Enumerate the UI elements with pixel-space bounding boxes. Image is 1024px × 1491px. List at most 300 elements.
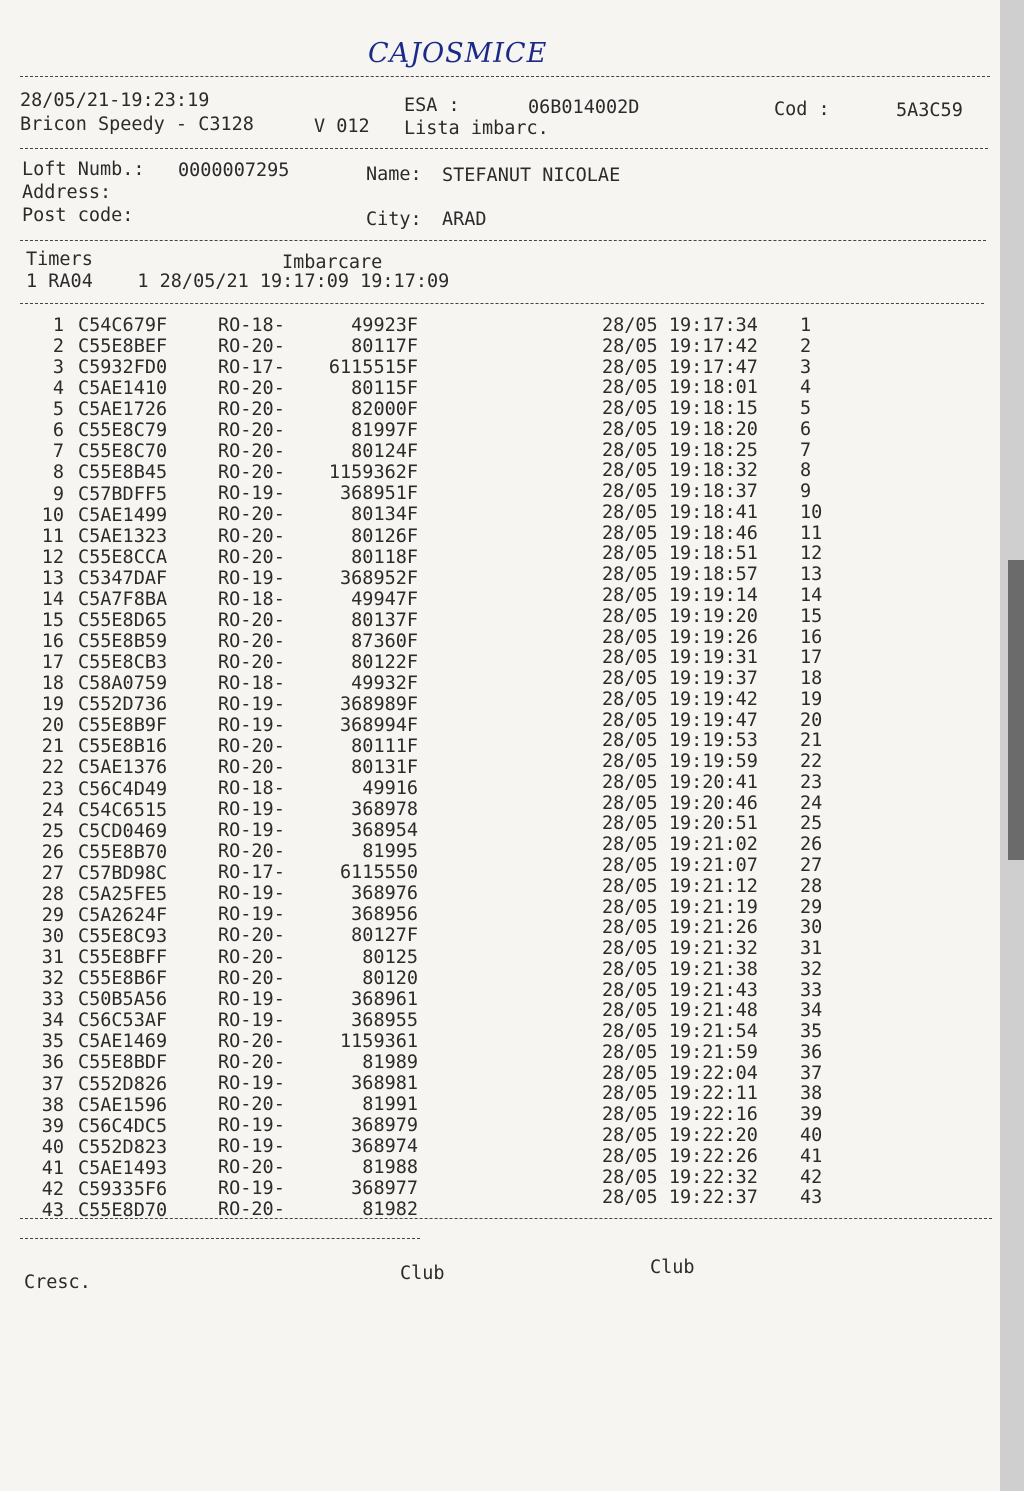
position: 21	[800, 730, 823, 752]
arrival-time: 28/05 19:18:37	[602, 481, 758, 503]
row-index: 38	[41, 1094, 64, 1116]
ring-number: 82000F	[351, 399, 418, 421]
row-index: 26	[41, 841, 64, 863]
club-label: Club	[400, 1263, 445, 1284]
list-item	[0, 317, 1000, 337]
list-item	[0, 792, 1000, 821]
position: 38	[800, 1083, 823, 1105]
position: 24	[800, 792, 823, 814]
country-code: RO-20-	[218, 841, 285, 863]
ring-id: C57BD98C	[78, 862, 168, 884]
arrival-time: 28/05 19:21:26	[602, 917, 758, 939]
arrival-time: 28/05 19:18:41	[602, 501, 758, 523]
list-item	[0, 771, 1000, 800]
ring-number: 368956	[351, 904, 418, 926]
position: 22	[800, 751, 823, 773]
race-name: Bricon Speedy - C3128	[20, 114, 254, 135]
list-item	[0, 875, 1000, 905]
arrival-time: 28/05 19:21:19	[602, 896, 758, 918]
list-item	[0, 439, 1000, 463]
arrival-time: 28/05 19:19:31	[602, 647, 758, 669]
position: 27	[800, 855, 823, 877]
row-index: 11	[41, 525, 64, 547]
list-item	[0, 418, 1000, 442]
ring-number: 368979	[351, 1114, 418, 1136]
ring-id: C5AE1726	[78, 399, 168, 421]
ring-number: 368974	[351, 1135, 418, 1157]
ring-id: C55E8CCA	[78, 546, 168, 568]
country-code: RO-20-	[218, 1157, 285, 1178]
row-index: 25	[41, 820, 64, 842]
country-code: RO-18-	[218, 315, 285, 336]
list-item	[0, 751, 1000, 779]
ring-id: C55E8B45	[78, 462, 168, 484]
country-code: RO-18-	[218, 588, 285, 610]
position: 9	[800, 481, 812, 503]
list-item	[0, 543, 1000, 568]
arrival-time: 28/05 19:22:16	[602, 1104, 758, 1126]
country-code: RO-20-	[218, 462, 285, 484]
ring-number: 368954	[351, 820, 418, 842]
ring-id: C5AE1493	[78, 1157, 168, 1179]
arrival-time: 28/05 19:18:20	[602, 418, 758, 440]
list-item	[0, 917, 1000, 948]
list-item	[0, 834, 1000, 863]
ring-id: C552D736	[78, 694, 168, 716]
country-code: RO-19-	[218, 483, 285, 505]
ring-id: C5A7F8BA	[78, 588, 168, 610]
country-code: RO-20-	[218, 1199, 285, 1221]
arrival-time: 28/05 19:20:41	[602, 771, 758, 793]
list-item	[0, 398, 1000, 421]
row-index: 37	[41, 1073, 64, 1095]
arrival-time: 28/05 19:21:02	[602, 834, 758, 856]
arrival-time: 28/05 19:22:04	[602, 1062, 758, 1084]
position: 12	[800, 543, 823, 565]
position: 14	[800, 585, 823, 607]
arrival-time: 28/05 19:18:01	[602, 377, 758, 399]
ring-id: C552D823	[78, 1136, 168, 1158]
ring-number: 80126F	[351, 525, 418, 547]
row-index: 32	[41, 968, 64, 990]
ring-number: 80137F	[351, 609, 418, 631]
ring-id: C55E8BDF	[78, 1052, 168, 1074]
ring-number: 80115F	[351, 378, 418, 400]
ring-id: C5932FD0	[78, 357, 168, 379]
ring-id: C55E8B59	[78, 631, 168, 653]
position: 26	[800, 834, 823, 856]
ring-id: C54C6515	[78, 799, 168, 821]
arrival-time: 28/05 19:19:47	[602, 709, 758, 731]
ring-id: C55E8CB3	[78, 652, 168, 674]
position: 2	[800, 335, 812, 357]
row-index: 33	[41, 989, 64, 1011]
page-edge-shadow	[1008, 560, 1024, 860]
ring-id: C5CD0469	[78, 820, 168, 842]
country-code: RO-19-	[218, 714, 285, 736]
name-value: STEFANUT NICOLAE	[442, 165, 621, 186]
list-item	[0, 855, 1000, 884]
ring-number: 368994F	[340, 714, 418, 736]
cresc-label: Cresc.	[24, 1272, 91, 1293]
ring-number: 81991	[362, 1093, 418, 1115]
position: 37	[800, 1062, 823, 1084]
ring-id: C55E8B6F	[78, 968, 168, 990]
ring-number: 49932F	[351, 672, 418, 694]
ring-number: 49923F	[351, 315, 418, 336]
list-item	[0, 585, 1000, 610]
ring-number: 368981	[351, 1072, 418, 1094]
ring-id: C5AE1323	[78, 525, 168, 547]
country-code: RO-20-	[218, 1030, 285, 1052]
list-item	[0, 335, 1000, 358]
row-index: 20	[41, 715, 64, 737]
row-index: 24	[41, 799, 64, 821]
row-index: 36	[41, 1052, 64, 1074]
ring-id: C5A25FE5	[78, 883, 168, 905]
list-title: Lista imbarc.	[404, 118, 549, 139]
cod-label: Cod :	[774, 99, 830, 120]
list-item	[0, 896, 1000, 926]
list-item	[0, 501, 1000, 526]
ring-number: 368961	[351, 988, 418, 1010]
ring-id: C54C679F	[78, 315, 168, 336]
arrival-time: 28/05 19:22:32	[602, 1166, 758, 1188]
arrival-time: 28/05 19:21:59	[602, 1041, 758, 1063]
position: 34	[800, 1000, 823, 1022]
country-code: RO-19-	[218, 1178, 285, 1200]
ring-number: 368976	[351, 883, 418, 905]
divider	[20, 1218, 992, 1219]
country-code: RO-20-	[218, 336, 285, 358]
ring-number: 6115515F	[328, 357, 418, 379]
arrival-time: 28/05 19:20:51	[602, 813, 758, 835]
position: 41	[800, 1145, 823, 1167]
country-code: RO-20-	[218, 441, 285, 463]
ring-id: C55E8D65	[78, 609, 168, 631]
position: 4	[800, 377, 812, 399]
ring-number: 6115550	[340, 862, 418, 884]
ring-id: C56C4D49	[78, 778, 168, 800]
arrival-time: 28/05 19:18:15	[602, 398, 758, 420]
arrival-time: 28/05 19:22:37	[602, 1187, 758, 1209]
country-code: RO-19-	[218, 1072, 285, 1094]
ring-id: C56C53AF	[78, 1010, 168, 1032]
row-index: 14	[41, 588, 64, 610]
country-code: RO-17-	[218, 357, 285, 379]
ring-id: C55E8B70	[78, 841, 168, 863]
position: 7	[800, 439, 812, 461]
ring-number: 80131F	[351, 757, 418, 779]
position: 43	[800, 1187, 823, 1209]
ring-number: 49947F	[351, 588, 418, 610]
ring-number: 80125	[362, 946, 418, 968]
arrival-time: 28/05 19:21:54	[602, 1021, 758, 1043]
arrival-time: 28/05 19:17:47	[602, 356, 758, 378]
country-code: RO-20-	[218, 546, 285, 568]
ring-id: C57BDFF5	[78, 483, 168, 505]
arrival-time: 28/05 19:21:32	[602, 938, 758, 960]
ring-id: C5AE1499	[78, 504, 168, 526]
ring-number: 87360F	[351, 630, 418, 652]
arrival-time: 28/05 19:22:26	[602, 1145, 758, 1167]
country-code: RO-18-	[218, 672, 285, 694]
ring-id: C55E8C79	[78, 420, 168, 442]
position: 6	[800, 418, 812, 440]
position: 20	[800, 709, 823, 731]
arrival-time: 28/05 19:22:11	[602, 1083, 758, 1105]
name-label: Name:	[366, 164, 422, 185]
row-index: 27	[41, 862, 64, 884]
row-index: 13	[41, 567, 64, 589]
esa-value: 06B014002D	[528, 97, 640, 118]
country-code: RO-20-	[218, 967, 285, 989]
country-code: RO-19-	[218, 904, 285, 926]
timers-label: Timers	[26, 249, 93, 270]
country-code: RO-19-	[218, 1009, 285, 1031]
timer-row: 1 RA04 1 28/05/21 19:17:09 19:17:09	[26, 271, 450, 292]
country-code: RO-19-	[218, 883, 285, 905]
arrival-time: 28/05 19:18:57	[602, 564, 758, 586]
country-code: RO-19-	[218, 567, 285, 589]
handwritten-note: CAJOSMICE	[368, 38, 548, 69]
arrival-time: 28/05 19:18:46	[602, 522, 758, 544]
list-item	[0, 688, 1000, 716]
divider	[20, 148, 988, 149]
ring-number: 368951F	[340, 483, 418, 505]
position: 17	[800, 647, 823, 669]
arrival-time: 28/05 19:19:26	[602, 626, 758, 648]
country-code: RO-20-	[218, 946, 285, 968]
list-item	[0, 564, 1000, 589]
ring-id: C55E8C70	[78, 441, 168, 463]
ring-number: 80122F	[351, 651, 418, 673]
esa-label: ESA :	[404, 95, 460, 116]
list-item	[0, 356, 1000, 379]
print-datetime: 28/05/21-19:23:19	[20, 90, 210, 111]
position: 25	[800, 813, 823, 835]
city-label: City:	[366, 209, 422, 230]
arrival-time: 28/05 19:21:12	[602, 875, 758, 897]
arrival-time: 28/05 19:22:20	[602, 1125, 758, 1147]
row-index: 35	[41, 1031, 64, 1053]
row-index: 16	[41, 631, 64, 653]
row-index: 30	[41, 926, 64, 948]
ring-id: C58A0759	[78, 673, 168, 695]
country-code: RO-20-	[218, 504, 285, 526]
position: 33	[800, 979, 823, 1001]
country-code: RO-20-	[218, 925, 285, 947]
row-index: 29	[41, 904, 64, 926]
position: 29	[800, 896, 823, 918]
position: 28	[800, 875, 823, 897]
arrival-time: 28/05 19:18:32	[602, 460, 758, 482]
list-item	[0, 709, 1000, 737]
ring-number: 80120	[362, 967, 418, 989]
ring-number: 368989F	[340, 693, 418, 715]
list-item	[0, 647, 1000, 674]
arrival-time: 28/05 19:20:46	[602, 792, 758, 814]
arrival-time: 28/05 19:19:53	[602, 730, 758, 752]
country-code: RO-20-	[218, 378, 285, 400]
row-index: 31	[41, 947, 64, 969]
arrival-time: 28/05 19:21:07	[602, 855, 758, 877]
list-item	[0, 481, 1000, 505]
country-code: RO-19-	[218, 820, 285, 842]
row-index: 28	[41, 883, 64, 905]
ring-number: 81982	[362, 1199, 418, 1221]
position: 32	[800, 958, 823, 980]
position: 11	[800, 522, 823, 544]
ring-number: 1159362F	[328, 462, 418, 484]
ring-number: 49916	[362, 778, 418, 800]
ring-number: 368978	[351, 799, 418, 821]
row-index: 2	[52, 336, 64, 358]
country-code: RO-18-	[218, 778, 285, 800]
ring-id: C55E8BFF	[78, 947, 168, 969]
postcode-label: Post code:	[22, 205, 134, 226]
row-index: 15	[41, 609, 64, 631]
ring-number: 80134F	[351, 504, 418, 526]
ring-id: C56C4DC5	[78, 1115, 168, 1137]
ring-number: 80124F	[351, 441, 418, 463]
list-item	[0, 460, 1000, 484]
divider	[20, 1238, 420, 1239]
row-index: 18	[41, 673, 64, 695]
version: V 012	[314, 116, 370, 137]
row-index: 7	[52, 441, 64, 463]
position: 15	[800, 605, 823, 627]
ring-id: C5AE1596	[78, 1094, 168, 1116]
position: 39	[800, 1104, 823, 1126]
row-index: 3	[52, 357, 64, 379]
ring-number: 80118F	[351, 546, 418, 568]
arrival-time: 28/05 19:21:43	[602, 979, 758, 1001]
row-index: 8	[52, 462, 64, 484]
country-code: RO-17-	[218, 862, 285, 884]
arrival-time: 28/05 19:19:59	[602, 751, 758, 773]
ring-id: C5A2624F	[78, 904, 168, 926]
divider	[20, 240, 986, 241]
country-code: RO-20-	[218, 736, 285, 757]
row-index: 5	[52, 399, 64, 421]
row-index: 21	[41, 736, 64, 758]
ring-id: C5AE1469	[78, 1031, 168, 1053]
ring-number: 81988	[362, 1157, 418, 1178]
country-code: RO-19-	[218, 799, 285, 821]
position: 18	[800, 668, 823, 690]
position: 31	[800, 938, 823, 960]
country-code: RO-20-	[218, 1093, 285, 1115]
row-index: 41	[41, 1157, 64, 1179]
country-code: RO-20-	[218, 399, 285, 421]
ring-id: C50B5A56	[78, 989, 168, 1011]
ring-number: 80117F	[351, 336, 418, 358]
ring-id: C5AE1376	[78, 757, 168, 779]
position: 40	[800, 1125, 823, 1147]
country-code: RO-20-	[218, 609, 285, 631]
position: 36	[800, 1041, 823, 1063]
ring-id: C55E8D70	[78, 1199, 168, 1221]
list-item	[0, 668, 1000, 695]
row-index: 40	[41, 1136, 64, 1158]
row-index: 42	[41, 1178, 64, 1200]
country-code: RO-19-	[218, 1135, 285, 1157]
position: 1	[800, 315, 812, 336]
list-item	[0, 377, 1000, 400]
country-code: RO-19-	[218, 1114, 285, 1136]
country-code: RO-20-	[218, 1051, 285, 1073]
row-index: 1	[52, 315, 64, 336]
arrival-time: 28/05 19:21:38	[602, 958, 758, 980]
arrival-time: 28/05 19:19:14	[602, 585, 758, 607]
loft-label: Loft Numb.:	[22, 159, 145, 180]
ring-id: C59335F6	[78, 1178, 168, 1200]
ring-id: C55E8C93	[78, 926, 168, 948]
arrival-time: 28/05 19:19:42	[602, 688, 758, 710]
row-index: 22	[41, 757, 64, 779]
country-code: RO-19-	[218, 693, 285, 715]
position: 5	[800, 398, 812, 420]
loft-value: 0000007295	[178, 160, 290, 181]
row-index: 6	[52, 420, 64, 442]
ring-number: 81997F	[351, 420, 418, 442]
ring-id: C55E8B9F	[78, 715, 168, 737]
ring-id: C55E8BEF	[78, 336, 168, 358]
position: 16	[800, 626, 823, 648]
row-index: 9	[52, 483, 64, 505]
country-code: RO-20-	[218, 420, 285, 442]
row-index: 23	[41, 778, 64, 800]
row-index: 39	[41, 1115, 64, 1137]
country-code: RO-20-	[218, 757, 285, 779]
position: 8	[800, 460, 812, 482]
position: 23	[800, 771, 823, 793]
ring-number: 1159361	[340, 1030, 418, 1052]
address-label: Address:	[22, 182, 112, 203]
arrival-time: 28/05 19:19:37	[602, 668, 758, 690]
row-index: 19	[41, 694, 64, 716]
ring-number: 368977	[351, 1178, 418, 1200]
ring-number: 81989	[362, 1051, 418, 1073]
ring-number: 81995	[362, 841, 418, 863]
arrival-time: 28/05 19:19:20	[602, 605, 758, 627]
row-index: 43	[41, 1199, 64, 1221]
list-item	[0, 626, 1000, 653]
ring-id: C5347DAF	[78, 567, 168, 589]
ring-id: C552D826	[78, 1073, 168, 1095]
list-item	[0, 813, 1000, 842]
country-code: RO-20-	[218, 525, 285, 547]
row-index: 17	[41, 652, 64, 674]
club-label-2: Club	[650, 1257, 695, 1278]
arrival-time: 28/05 19:21:48	[602, 1000, 758, 1022]
imbarcare-label: Imbarcare	[282, 252, 383, 273]
row-index: 10	[41, 504, 64, 526]
country-code: RO-20-	[218, 630, 285, 652]
ring-id: C55E8B16	[78, 736, 168, 758]
position: 35	[800, 1021, 823, 1043]
country-code: RO-20-	[218, 651, 285, 673]
ring-number: 80127F	[351, 925, 418, 947]
arrival-time: 28/05 19:18:51	[602, 543, 758, 565]
position: 10	[800, 501, 823, 523]
divider	[20, 76, 990, 77]
country-code: RO-19-	[218, 988, 285, 1010]
arrival-time: 28/05 19:18:25	[602, 439, 758, 461]
list-item	[0, 522, 1000, 547]
ring-number: 368952F	[340, 567, 418, 589]
